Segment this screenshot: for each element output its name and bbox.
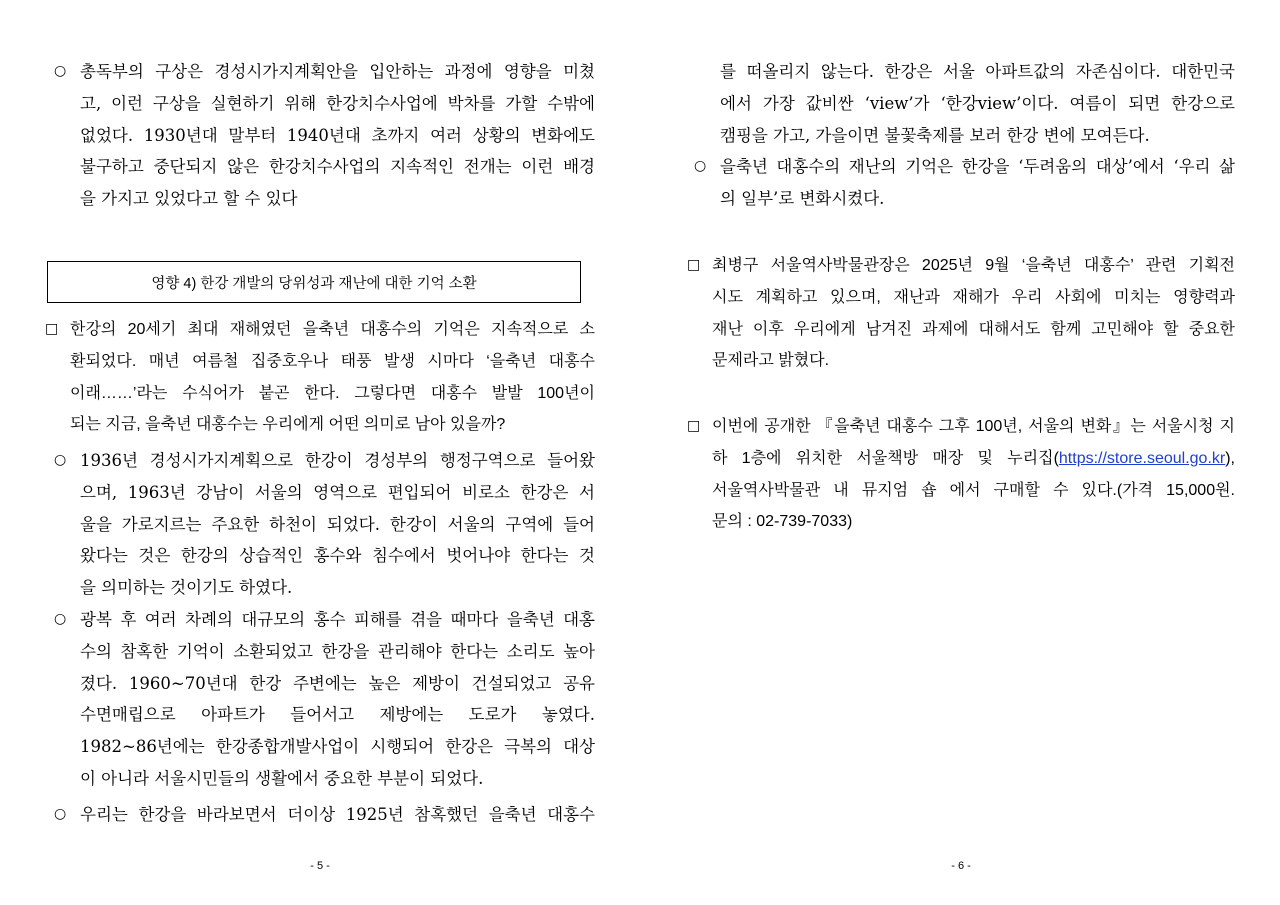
text-line: 수의 참혹한 기억이 소환되었고 한강을 관리해야 한다는 소리도 높아 <box>80 641 595 661</box>
text-line: 고, 이런 구상을 실현하기 위해 한강치수사업에 박차를 가할 수밖에 <box>80 93 595 113</box>
text-line: 수면매립으로 아파트가 들어서고 제방에는 도로가 놓였다. <box>80 705 595 725</box>
circle-bullet-icon: ○ <box>54 63 67 79</box>
paragraph <box>45 314 595 441</box>
text-line: 왔다는 것은 한강의 상습적인 홍수와 침수에서 벗어나야 한다는 것 <box>80 546 595 566</box>
text-line: 되는 지금, 을축년 대홍수는 우리에게 어떤 의미로 남아 있을까? <box>70 416 506 434</box>
section-heading-box <box>47 261 581 303</box>
store-link[interactable]: https://store.seoul.go.kr <box>1058 449 1226 467</box>
text-line: 을축년 대홍수의 재난의 기억은 한강을 ‘두려움의 대상’에서 ‘우리 삶 <box>720 157 1235 176</box>
text-line: 을 의미하는 것이기도 하였다. <box>80 578 293 598</box>
paragraph <box>54 799 595 831</box>
text-line: 광복 후 여러 차례의 대규모의 홍수 피해를 겪을 때마다 을축년 대홍 <box>80 610 595 629</box>
circle-bullet-icon: ○ <box>54 611 67 627</box>
text-line: 으며, 1963년 강남이 서울의 영역으로 편입되어 비로소 한강은 서 <box>80 482 595 502</box>
text-line: 재난 이후 우리에게 남겨진 과제에 대해서도 함께 고민해야 할 중요한 <box>712 320 1235 338</box>
text-line: 우리는 한강을 바라보면서 더이상 1925년 참혹했던 을축년 대홍수 <box>80 805 595 824</box>
text-line: 문제라고 밝혔다. <box>712 352 830 370</box>
circle-bullet-icon: ○ <box>694 158 707 174</box>
paragraph <box>54 445 595 604</box>
text-line: 환되었다. 매년 여름철 집중호우나 태풍 발생 시마다 ‘을축년 대홍수 <box>70 352 595 370</box>
text-line: 이래……’라는 수식어가 붙곤 한다. 그렇다면 대홍수 발발 100년이 <box>70 384 595 402</box>
text-line: 에서 가장 값비싼 ‘view’가 ‘한강view’이다. 여름이 되면 한강으로 <box>720 93 1235 113</box>
document-page-6 <box>640 0 1280 905</box>
paragraph <box>687 250 1235 377</box>
text-line: 졌다. 1960~70년대 한강 주변에는 높은 제방이 건설되었고 공유 <box>80 673 595 693</box>
text-line: 의 일부’로 변화시켰다. <box>720 188 885 208</box>
text-line: 서울역사박물관 내 뮤지엄 숍 에서 구매할 수 있다.(가격 15,000원. <box>712 481 1235 499</box>
page-number: - 5 - <box>310 860 330 872</box>
text-line: 을 가지고 있었다고 할 수 있다 <box>80 189 298 209</box>
circle-bullet-icon: ○ <box>54 806 67 822</box>
paragraph <box>54 604 595 795</box>
text-line: 1936년 경성시가지계획으로 한강이 경성부의 행정구역으로 들어왔 <box>80 451 595 470</box>
paragraph <box>720 56 1235 151</box>
text-line: 를 떠올리지 않는다. 한강은 서울 아파트값의 자존심이다. 대한민국 <box>720 62 1235 81</box>
text-line <box>712 443 1235 475</box>
text-segment: ), <box>1225 449 1235 467</box>
text-line: 이 아니라 서울시민들의 생활에서 중요한 부분이 되었다. <box>80 768 484 788</box>
section-heading: 영향 4) 한강 개발의 당위성과 재난에 대한 기억 소환 <box>151 275 477 292</box>
square-bullet-icon: □ <box>687 418 701 434</box>
text-line: 문의 : 02-739-7033) <box>712 513 853 531</box>
text-line: 시도 계획하고 있으며, 재난과 재해가 우리 사회에 미치는 영향력과 <box>712 288 1235 306</box>
text-line: 한강의 20세기 최대 재해였던 을축년 대홍수의 기억은 지속적으로 소 <box>70 321 595 338</box>
text-line: 불구하고 중단되지 않은 한강치수사업의 지속적인 전개는 이런 배경 <box>80 157 595 177</box>
paragraph <box>694 151 1235 215</box>
text-line: 총독부의 구상은 경성시가지계획안을 입안하는 과정에 영향을 미쳤 <box>80 62 595 81</box>
page-number: - 6 - <box>951 860 971 872</box>
square-bullet-icon: □ <box>687 257 701 273</box>
text-line: 캠핑을 가고, 가을이면 불꽃축제를 보러 한강 변에 모여든다. <box>720 125 1150 145</box>
text-line: 울을 가로지르는 주요한 하천이 되었다. 한강이 서울의 구역에 들어 <box>80 514 595 534</box>
text-line: 없었다. 1930년대 말부터 1940년대 초까지 여러 상황의 변화에도 <box>80 125 595 145</box>
paragraph <box>54 56 595 215</box>
paragraph <box>687 411 1235 538</box>
text-segment: 하 1층에 위치한 서울책방 매장 및 누리집( <box>712 449 1059 467</box>
circle-bullet-icon: ○ <box>54 452 67 468</box>
text-line: 최병구 서울역사박물관장은 2025년 9월 ‘을축년 대홍수’ 관련 기획전 <box>712 257 1235 274</box>
text-line: 1982~86년에는 한강종합개발사업이 시행되어 한강은 극복의 대상 <box>80 737 595 757</box>
square-bullet-icon: □ <box>45 321 59 337</box>
text-line: 이번에 공개한 『을축년 대홍수 그후 100년, 서울의 변화』는 서울시청 지 <box>712 418 1235 435</box>
